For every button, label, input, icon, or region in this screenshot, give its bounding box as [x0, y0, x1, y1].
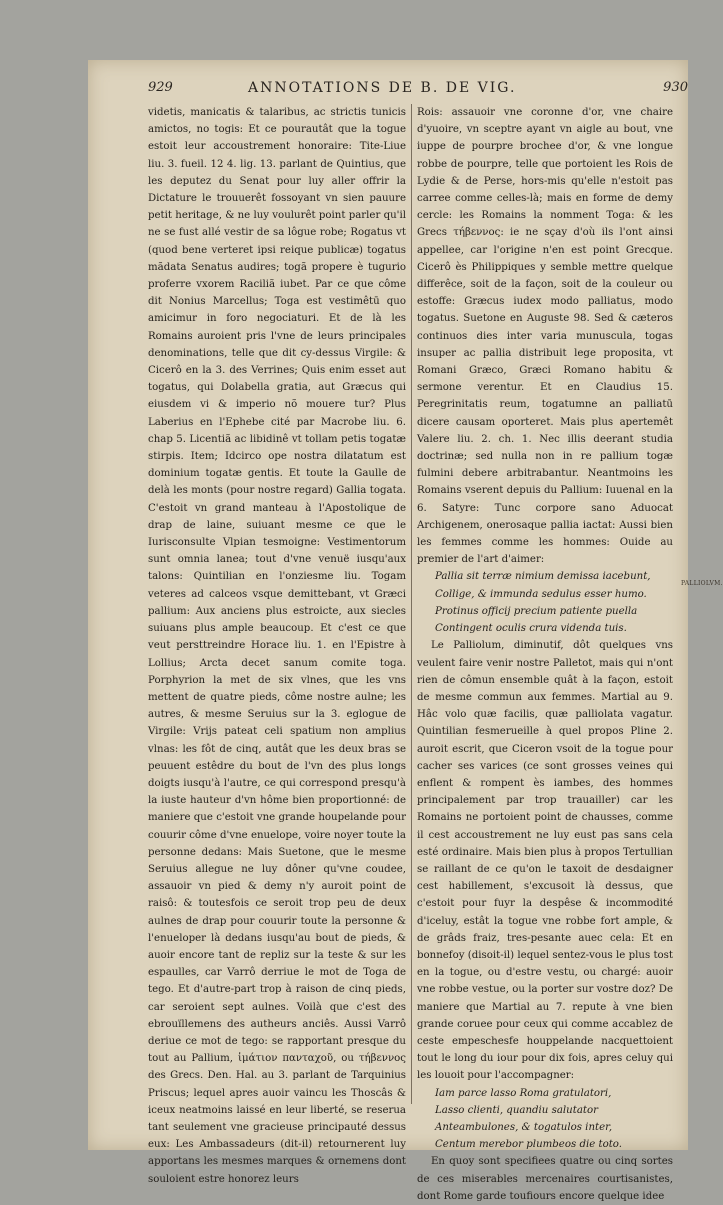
verse-martial	[435, 1085, 673, 1154]
folio-left: 929	[148, 80, 173, 95]
book-page	[88, 60, 723, 1202]
running-title: ANNOTATIONS DE B. DE VIG.	[248, 80, 517, 96]
verse-line: Protinus officij precium patiente puella	[435, 605, 638, 617]
right-paragraph-3: En quoy sont specifiees quatre ou cinq sortes de ces miserables mercenaires courtisanistes, dont Rome garde toufiours encore quelque idee	[417, 1156, 673, 1202]
verse-line: Centum merebor plumbeos die toto.	[435, 1139, 623, 1151]
verse-line: Contingent oculis crura videnda tuis.	[435, 623, 627, 635]
verse-line: Anteambulones, & togatulos inter,	[435, 1121, 613, 1133]
folio-right: 930	[663, 80, 688, 95]
right-column	[417, 104, 673, 1205]
verse-line: Iam parce lasso Roma gratulatori,	[435, 1087, 612, 1099]
marginal-note: PALLIOLVM.	[681, 580, 723, 587]
verse-ovid	[435, 568, 673, 637]
verse-line: Collige, & immunda sedulus esser humo.	[435, 588, 647, 600]
left-column-text: videtis, manicatis & talaribus, ac strictis tunicis amictos, no togis: Et ce pourautât que la togue estoit leur accoustrement honoraire: Tite-Liue liu. 3. fueil. 12 4. lig. 13. parlant de Quintius, que les deputez du Senat pour luy aller offrir la Dictature le trouuerêt fossoyant vn sien pauure petit heritage, & ne luy voulurêt point parler qu'il ne se fust allé vestir de sa lôgue robe; Rogatus vt (quod bene verteret ipsi reique publicæ) togatus mãdata Senatus audires; togã propere è tugurio proferre vxorem Raciliã iubet. Par ce que côme dit Nonius Marcellus; Toga est vestimêtū quo amicimur in foro negociaturi. Et de là les Romains auroient pris l'vne de leurs principales denominations, telle que dit cy-dessus Virgile: & Cicerô en la 3. des Verrines; Quis enim esset aut togatus, qui Dolabella gratia, aut Græcus qui eiusdem vi & imperio nõ mouere tur? Plus Laberius en l'Ephebe cité par Macrobe liu. 6. chap 5. Licentiã ac libidinê vt tollam petis togatæ stirpis. Item; Idcirco ope nostra dilatatum est dominium togatæ gentis. Et toute la Gaulle de delà les monts (pour nostre regard) Gallia togata. C'estoit vn grand manteau à l'Apostolique de drap de laine, suiuant mesme ce que le Iurisconsulte Vlpian tesmoigne: Vestimentorum sunt omnia lanea; tout d'vne venuë iusqu'aux talons: Quintilian en l'onziesme liu. Togam veteres ad calceos vsque demittebant, vt Græci pallium: Aux anciens plus estroicte, aux siecles suiuans plus ample beaucoup. Et c'est ce que veut persttreindre Horace liu. 1. en l'Epistre à Lollius; Arcta decet sanum comite toga. Porphyrion la met de six vlnes, que les vns mettent de quatre pieds, côme nostre aulne; les autres, & mesme Seruius sur la 3. eglogue de Virgile: Vrijs pateat celi spatium non amplius vlnas: les fôt de cinq, autât que les deux bras se peuuent estêdre du bout de l'vn des plus longs doigts iusqu'à l'autre, ce qui correspond presqu'à la iuste hauteur d'vn hôme bien proportionné: de maniere que c'estoit vne grande houpelande pour couurir côme d'vne enuelope, voire noyer toute la personne dedans: Mais Suetone, que le mesme Seruius allegue ne luy dôner qu'vne coudee, assauoir vn pied & demy n'y auroit point de raisô: & toutesfois ce seroit trop peu de deux aulnes de drap pour couurir toute la personne & l'enueloper là dedans iusqu'au bout de pieds, & auoir encore tant de repliz sur la teste & sur les espaulles, car Varrô derriue le mot de Toga de tego. Et d'autre-part trop à raison de cinq pieds, car seroient sept aulnes. Voilà que c'est des ebrouïllemens des autheurs anciês. Aussi Varrô deriue ce mot de tego: se rapportant presque du tout au Pallium, ἱμάτιον πανταχοῦ, ou τήβεννος des Grecs. Den. Hal. au 3. parlant de Tarquinius Priscus; lequel apres auoir vaincu les Thoscâs & iceux neatmoins laissé en leur liberté, se reserua tant seulement vne gracieuse principauté dessus eux: Les Ambassadeurs (dit-il) retournerent luy apportans les mesmes marques & ornemens dont souloient estre honorez leurs	[148, 107, 406, 1185]
verse-line: Pallia sit terræ nimium demissa iacebunt,	[435, 571, 651, 583]
right-paragraph-2: Le Palliolum, diminutif, dôt quelques vns veulent faire venir nostre Palletot, mais qui n'ont rien de cômun ensemble quât à la façon, estoit de mesme commun aux femmes. Martial au 9. Hâc volo quæ facilis, quæ palliolata vagatur. Quintilian fesmerueille à quel propos Pline 2. auroit escrit, que Ciceron vsoit de la togue pour cacher ses varices (ce sont grosses veines qui enflent & rompent ès iambes, des hommes principalement par trop trauailler) car les Romains ne portoient point de chausses, comme il cest accoustrement ne luy eust pas sans cela esté ordinaire. Mais bien plus à propos Tertullian se raillant de ce qu'on le taxoit de desdaigner cest habillement, s'excusoit là dessus, que c'estoit pour fuyr la despêse & incommodité d'iceluy, estât la togue vne robbe fort ample, & de grâds fraiz, tres-pesante auec cela: Et en bonnefoy (disoit-il) lequel sentez-vous le plus tost en la togue, ou d'estre vestu, ou chargé: auoir vne robbe vestue, ou la porter sur vostre doz? De maniere que Martial au 7. repute à vne bien grande coruee pour ceux qui comme accablez de ceste empeschesfe houppelande nacquettoient tout le long du iour pour dix fois, apres celuy qui les louoit pour l'accompagner:	[417, 640, 673, 1082]
verse-line: Lasso clienti, quandiu salutator	[435, 1104, 598, 1116]
right-paragraph-1: Rois: assauoir vne coronne d'or, vne chaire d'yuoire, vn sceptre ayant vn aigle au bout, vne iuppe de pourpre brochee d'or, & vne longue robbe de pourpre, telle que portoient les Rois de Lydie & de Perse, hors-mis qu'elle n'estoit pas carree comme celles-là; mais en forme de demy cercle: les Romains la nomment Toga: & les Grecs τήβεννος: ie ne sçay d'où ils l'ont ainsi appellee, car l'origine n'en est point Grecque. Cicerô ès Philippiques y semble mettre quelque differêce, soit de la façon, soit de la couleur ou estoffe: Græcus iudex modo palliatus, modo togatus. Suetone en Auguste 98. Sed & cæteros continuos dies inter varia munuscula, togas insuper ac pallia distribuit lege proposita, vt Romani Græco, Græci Romano habitu & sermone verentur. Et en Claudius 15. Peregrinitatis reum, togatumne an palliatū dicere causam oporteret. Mais plus apertemêt Valere liu. 2. ch. 1. Nec illis deerant studia doctrinæ; sed nulla non in re pallium togæ fulmini debere arbitrabantur. Neantmoins les Romains vserent depuis du Pallium: Iuuenal en la 6. Satyre: Tunc corpore sano Aduocat Archigenem, onerosaque pallia iactat: Aussi bien les femmes comme les hommes: Ouide au premier de l'art d'aimer:	[417, 107, 673, 566]
page-header	[148, 80, 688, 102]
column-divider	[411, 104, 412, 1104]
left-column	[148, 104, 406, 1188]
